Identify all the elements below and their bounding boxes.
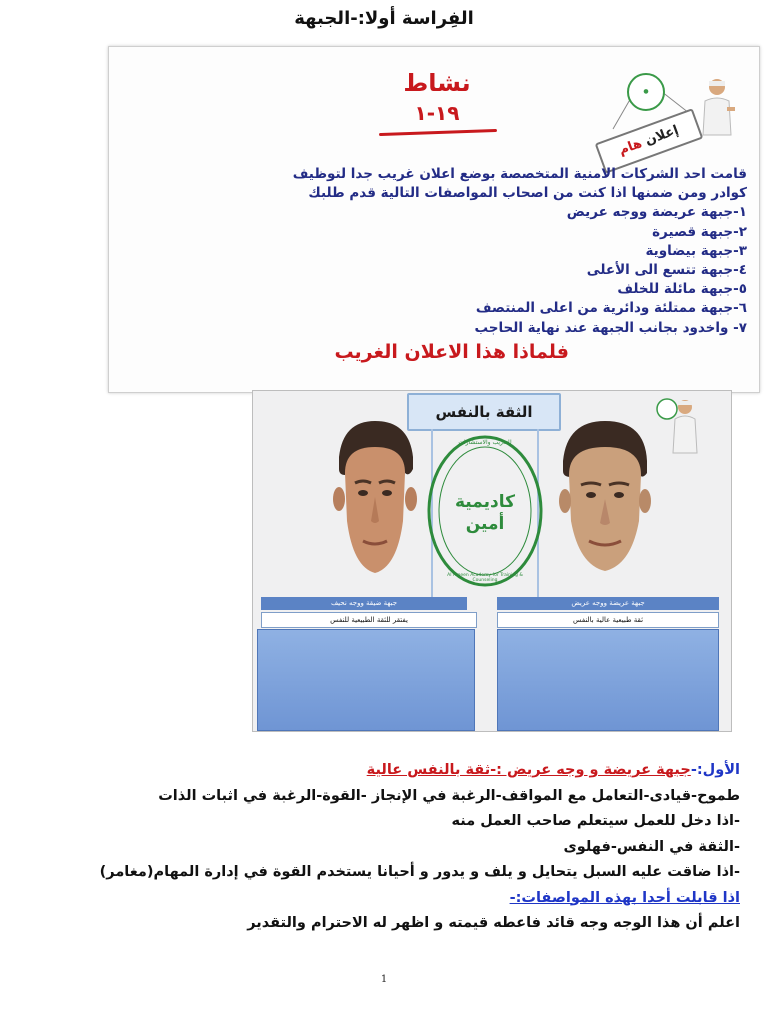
academy-logo	[423, 431, 547, 591]
announcement-graphic	[593, 73, 753, 163]
academy-badge-icon: ●	[627, 73, 665, 111]
right-panel	[497, 629, 719, 731]
activity-line: ٦-جبهة ممتلئة ودائرية من اعلى المنتصف	[475, 300, 747, 317]
left-caption: جبهة ضيقة ووجه نحيف	[261, 597, 467, 610]
narrow-face-icon	[319, 417, 431, 581]
page-title: الفِراسة أولا:-الجبهة	[294, 8, 474, 29]
activity-slide	[108, 46, 760, 393]
body-line: -اذا دخل للعمل سيتعلم صاحب العمل منه	[451, 813, 740, 829]
left-sub-caption: يفتقر للثقة الطبيعية للنفس	[261, 612, 477, 628]
right-caption: جبهة عريضة ووجه عريض	[497, 597, 719, 610]
first-label: الأول:-	[690, 762, 740, 778]
activity-line: ١-جبهة عريضة ووجه عريض	[566, 204, 747, 221]
confidence-slide	[252, 390, 732, 732]
first-heading	[20, 758, 740, 784]
slide-title: الثقة بالنفس	[407, 393, 561, 431]
activity-line: ٥-جبهة مائلة للخلف	[617, 281, 747, 298]
activity-line: كوادر ومن ضمنها اذا كنت من اصحاب المواصفات التالية قدم طلبك	[308, 185, 747, 202]
activity-line: قامت احد الشركات الامنية المتخصصة بوضع اعلان غريب جدا لتوظيف	[292, 166, 747, 182]
activity-line: ٧- واخدود بجانب الجبهة عند نهاية الحاجب	[474, 319, 747, 336]
logo-arc-bottom: Al Ameen Academy for Training & Counseling	[447, 573, 523, 583]
activity-line: ٤-جبهة تتسع الى الأعلى	[586, 262, 747, 279]
logo-arc-top: للتدريب والاستشارات	[458, 439, 512, 446]
page-number: 1	[380, 974, 388, 985]
activity-line: ٢-جبهة قصيرة	[652, 223, 747, 240]
activity-number: ١٩-١	[414, 101, 460, 125]
activity-question: فلماذا هذا الاعلان الغريب	[334, 341, 569, 363]
presenter-icon	[697, 77, 737, 137]
first-value: جبهة عريضة و وجه عريض :-ثقة بالنفس عالية	[366, 762, 691, 778]
body-line: اعلم أن هذا الوجه وجه قائد فاعطه قيمته و اظهر له الاحترام والتقدير	[247, 915, 740, 931]
body-line: طموح-قيادى-التعامل مع المواقف-الرغبة في الإنجاز -القوة-الرغبة في اثبات الذات	[158, 787, 740, 804]
presenter-icon	[655, 395, 699, 455]
right-sub-caption: ثقة طبيعية عالية بالنفس	[497, 612, 719, 628]
body-subheading: اذا قابلت أحدا بهذه المواصفات:-	[509, 889, 740, 906]
body-line: -الثقة في النفس-فهلوى	[563, 838, 740, 855]
wide-face-icon	[549, 417, 661, 581]
activity-text	[127, 165, 747, 338]
body-line: -اذا ضاقت عليه السبل يتحايل و يلف و يدور و أحيانا يستخدم القوة في إدارة المهام(مغامر)	[99, 864, 740, 880]
activity-underline	[379, 129, 497, 136]
body-text	[20, 758, 740, 937]
left-panel	[257, 629, 475, 731]
logo-text: كاديمية أمين	[454, 492, 516, 534]
announcement-sign: إعلان هام	[595, 108, 704, 174]
activity-label: نشاط	[403, 69, 471, 97]
activity-line: ٣-جبهة بيضاوية	[645, 242, 747, 259]
